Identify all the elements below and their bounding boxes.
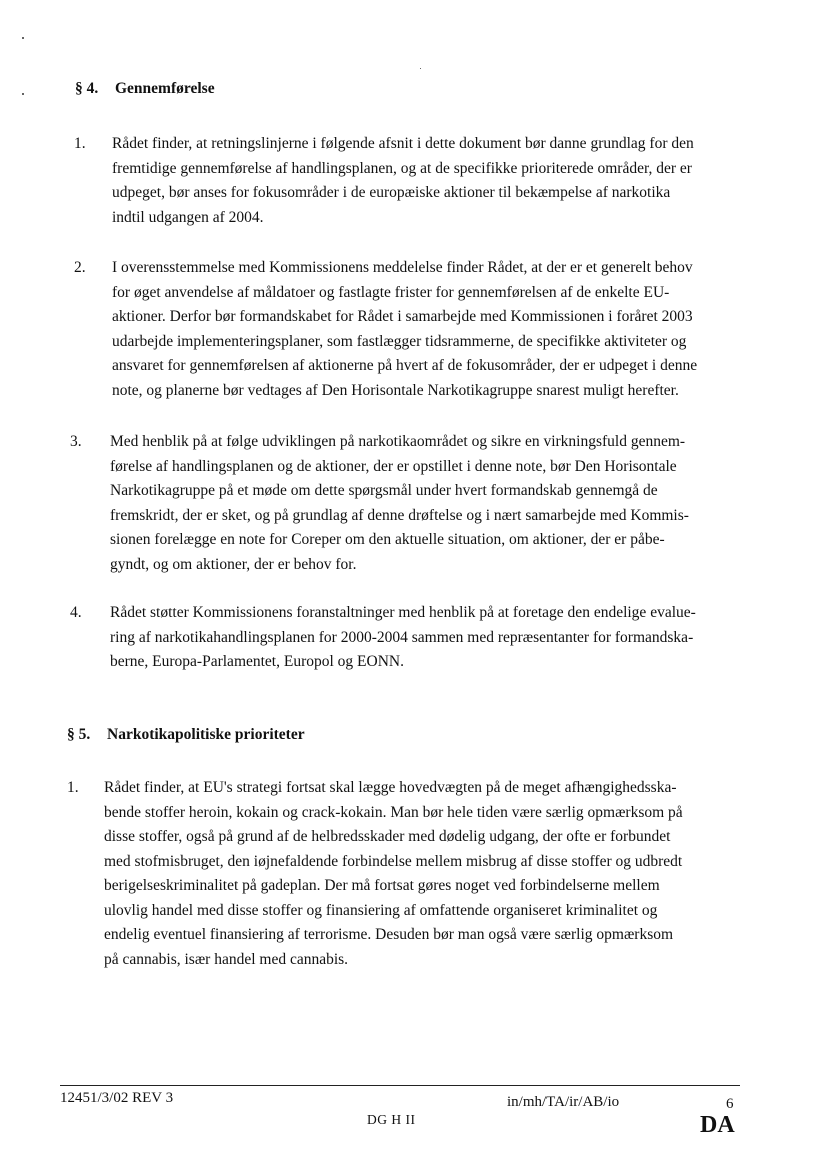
item-number: 2.: [74, 259, 86, 276]
item-text: Med henblik på at følge udviklingen på narkotikaområdet og sikre en virkningsfuld gennem- førelse af handlingsplanen og de aktioner, der er opstillet i denne note, bør Den Horisontale Narkotikagruppe på et møde om dette spørgsmål under hvert formandskab gennemgå de fremskridt, der er sket, og på grundlag af denne drøftelse og i nært samarbejde med Kommis- sionen forelægge en note for Coreper om den aktuelle situation, om aktioner, der er påbe- gyndt, og om aktioner, der er behov for.: [110, 433, 689, 573]
item-text: Rådet støtter Kommissionens foranstaltninger med henblik på at foretage den endelige evalue- ring af narkotikahandlingsplanen for 2000-2004 sammen med repræsentanter for formandska- berne, Europa-Parlamentet, Europol og EONN.: [110, 604, 696, 670]
scan-speck: [22, 93, 24, 95]
section-4-heading: [75, 79, 215, 99]
scan-speck: [22, 37, 24, 39]
footer-reference: in/mh/TA/ir/AB/io: [507, 1094, 620, 1110]
section-5-symbol: § 5.: [67, 726, 91, 743]
item-text: Rådet finder, at retningslinjerne i følgende afsnit i dette dokument bør danne grundlag for den fremtidige gennemførelse af handlingsplanen, og at de specifikke prioriterede områder, der er udpeget, bør anses for fokusområder i de europæiske aktioner til bekæmpelse af narkotika indtil udgangen af 2004.: [112, 135, 694, 226]
footer-language-code: DA: [700, 1112, 735, 1138]
section-4-symbol: § 4.: [75, 80, 99, 97]
section-5-title: Narkotikapolitiske prioriteter: [107, 726, 305, 743]
section-4-title: Gennemførelse: [115, 80, 215, 97]
footer-document-number: 12451/3/02 REV 3: [60, 1090, 174, 1106]
item-text: I overensstemmelse med Kommissionens meddelelse finder Rådet, at der er et generelt behov for øget anvendelse af måldatoer og fastlagte frister for gennemførelsen af de enkelte EU- aktioner. Derfor bør formandskabet for Rådet i samarbejde med Kommissionen i foråret 2003 udarbejde implementeringsplaner, som fastlægger tidsrammerne, de specifikke aktiviteter og ansvaret for gennemførelsen af aktionerne på hvert af de fokusområder, der er udpeget i denne note, og planerne bør vedtages af Den Horisontale Narkotikagruppe snarest muligt herefter.: [112, 259, 698, 399]
scan-speck: [420, 68, 421, 69]
item-text: Rådet finder, at EU's strategi fortsat skal lægge hovedvægten på de meget afhængighedsska- bende stoffer heroin, kokain og crack-kokain. Man bør hele tiden være særlig opmærksom på disse stoffer, også på grund af de helbredsskader med dødelig udgang, der ofte er forbundet med stofmisbruget, den iøjnefaldende forbindelse mellem misbrug af disse stoffer og udbredt berigelseskriminalitet på gadeplan. Der må fortsat gøres noget ved forbindelserne mellem ulovlig handel med disse stoffer og finansiering af omfattende organiseret kriminalitet og endelig eventuel finansiering af terrorisme. Desuden bør man også være særlig opmærksom på cannabis, især handel med cannabis.: [104, 779, 683, 968]
item-number: 1.: [67, 779, 79, 796]
item-number: 4.: [70, 604, 82, 621]
item-number: 1.: [74, 135, 86, 152]
section-5-heading: [67, 725, 305, 745]
footer-rule: [60, 1085, 740, 1086]
footer-page-number: 6: [726, 1096, 734, 1112]
footer-directorate: DG H II: [367, 1112, 416, 1127]
item-number: 3.: [70, 433, 82, 450]
